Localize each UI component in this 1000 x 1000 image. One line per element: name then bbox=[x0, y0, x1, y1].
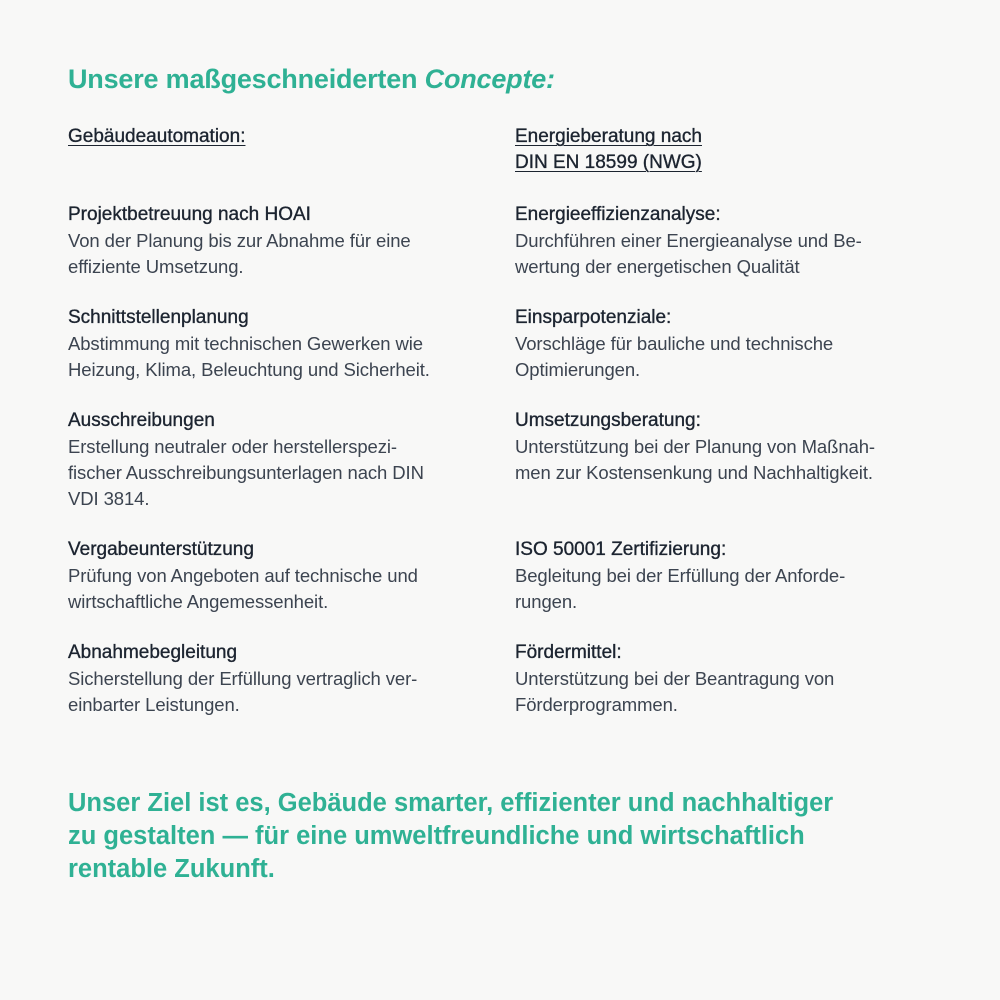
service-item-einsparpotenziale bbox=[515, 305, 940, 383]
service-description-line: Abstimmung mit technischen Gewerken wie bbox=[68, 333, 423, 354]
page-title bbox=[68, 64, 555, 95]
service-description-line: wertung der energetischen Qualität bbox=[515, 256, 800, 277]
service-description bbox=[68, 563, 493, 615]
service-description-line: Begleitung bei der Erfüllung der Anforde- bbox=[515, 565, 846, 586]
right-column-heading-line: Energieberatung nach bbox=[515, 126, 702, 147]
service-item-umsetzungsberatung bbox=[515, 408, 940, 486]
service-description-line: Von der Planung bis zur Abnahme für eine bbox=[68, 230, 411, 251]
service-title: Einsparpotenziale: bbox=[515, 307, 672, 328]
service-description-line: men zur Kostensenkung und Nachhaltigkeit. bbox=[515, 462, 873, 483]
right-column-heading bbox=[515, 124, 940, 176]
mission-statement bbox=[68, 787, 948, 886]
service-description-line: Erstellung neutraler oder herstellerspezi- bbox=[68, 436, 397, 457]
service-description-line: fischer Ausschreibungsunterlagen nach DIN bbox=[68, 462, 424, 483]
service-title: Umsetzungsberatung: bbox=[515, 410, 701, 431]
service-description-line: einbarter Leistungen. bbox=[68, 694, 240, 715]
service-description-line: Durchführen einer Energieanalyse und Be- bbox=[515, 230, 862, 251]
service-description-line: Sicherstellung der Erfüllung vertraglich ver- bbox=[68, 668, 418, 689]
mission-statement-line: Unser Ziel ist es, Gebäude smarter, effizienter und nachhaltiger bbox=[68, 789, 834, 817]
service-item-ausschreibungen bbox=[68, 408, 493, 512]
service-title: Schnittstellenplanung bbox=[68, 307, 249, 328]
title-main: Unsere maßgeschneiderten bbox=[68, 64, 425, 94]
title-italic: Concepte: bbox=[424, 64, 555, 94]
left-column bbox=[68, 124, 493, 715]
service-description-line: rungen. bbox=[515, 591, 578, 612]
service-description-line: Vorschläge für bauliche und technische bbox=[515, 333, 834, 354]
service-item-projektbetreuung bbox=[68, 202, 493, 280]
service-description bbox=[515, 434, 940, 486]
service-description-line: effiziente Umsetzung. bbox=[68, 256, 244, 277]
service-description bbox=[68, 228, 493, 280]
service-description bbox=[515, 563, 940, 615]
service-title: Projektbetreuung nach HOAI bbox=[68, 204, 311, 225]
service-item-iso-50001 bbox=[515, 537, 940, 615]
service-description bbox=[68, 331, 493, 383]
right-column bbox=[515, 124, 940, 715]
service-title: Abnahmebegleitung bbox=[68, 642, 238, 663]
left-column-heading-line: Gebäudeautomation: bbox=[68, 126, 246, 147]
service-description bbox=[68, 666, 493, 718]
service-description-line: Optimierungen. bbox=[515, 359, 641, 380]
service-description-line: Prüfung von Angeboten auf technische und bbox=[68, 565, 418, 586]
service-title: Ausschreibungen bbox=[68, 410, 215, 431]
service-description-line: Heizung, Klima, Beleuchtung und Sicherheit. bbox=[68, 359, 430, 380]
service-description-line: VDI 3814. bbox=[68, 488, 150, 509]
service-title: ISO 50001 Zertifizierung: bbox=[515, 539, 727, 560]
right-column-heading-line: DIN EN 18599 (NWG) bbox=[515, 152, 702, 173]
service-description-line: Förderprogrammen. bbox=[515, 694, 678, 715]
service-item-energieeffizienzanalyse bbox=[515, 202, 940, 280]
service-description bbox=[515, 331, 940, 383]
service-description-line: wirtschaftliche Angemessenheit. bbox=[68, 591, 329, 612]
service-description bbox=[68, 434, 493, 512]
service-item-schnittstellenplanung bbox=[68, 305, 493, 383]
service-description bbox=[515, 666, 940, 718]
service-description-line: Unterstützung bei der Planung von Maßnah- bbox=[515, 436, 875, 457]
mission-statement-line: rentable Zukunft. bbox=[68, 855, 275, 883]
service-item-abnahmebegleitung bbox=[68, 640, 493, 718]
service-title: Energieeffizienzanalyse: bbox=[515, 204, 721, 225]
service-item-vergabeunterstuetzung bbox=[68, 537, 493, 615]
service-item-foerdermittel bbox=[515, 640, 940, 718]
left-column-heading bbox=[68, 124, 493, 150]
service-description-line: Unterstützung bei der Beantragung von bbox=[515, 668, 835, 689]
service-title: Vergabeunterstützung bbox=[68, 539, 254, 560]
mission-statement-line: zu gestalten — für eine umweltfreundliche und wirtschaftlich bbox=[68, 822, 805, 850]
service-title: Fördermittel: bbox=[515, 642, 622, 663]
service-description bbox=[515, 228, 940, 280]
